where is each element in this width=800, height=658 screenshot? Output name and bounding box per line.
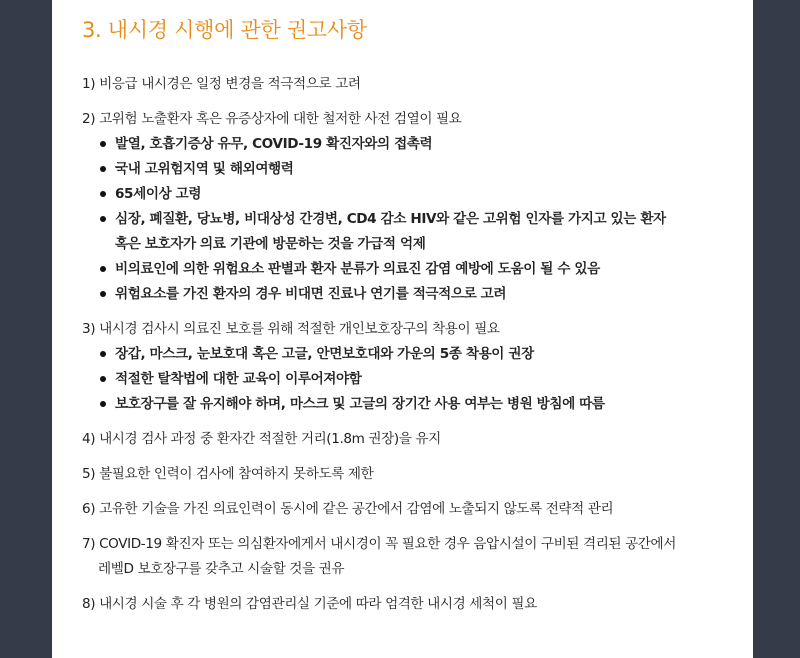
bullet-item: [98, 157, 732, 182]
bullet-item: [98, 182, 732, 207]
recommendation-text: 7) COVID-19 확진자 또는 의심환자에게서 내시경이 꼭 필요한 경우 음압시설이 구비된 격리된 공간에서: [82, 536, 677, 552]
bullet-text: 비의료인에 의한 위험요소 판별과 환자 분류가 의료진 감염 예방에 도움이 될 수 있음: [115, 261, 600, 277]
bullet-list: [82, 132, 732, 307]
bullet-dot-icon: [100, 266, 106, 272]
recommendation-text: 1) 비응급 내시경은 일정 변경을 적극적으로 고려: [82, 76, 361, 92]
section-title: 3. 내시경 시행에 관한 권고사항: [82, 18, 367, 42]
bullet-dot-icon: [100, 141, 106, 147]
bullet-item: [98, 367, 732, 392]
bullet-item: [98, 282, 732, 307]
recommendation-text: 8) 내시경 시술 후 각 병원의 감염관리실 기준에 따라 엄격한 내시경 세척이 필요: [82, 596, 537, 612]
bullet-dot-icon: [100, 191, 106, 197]
recommendation-text: 5) 불필요한 인력이 검사에 참여하지 못하도록 제한: [82, 466, 374, 482]
bullet-item: [98, 132, 732, 157]
document-page: [52, 0, 753, 658]
bullet-text: 심장, 폐질환, 당뇨병, 비대상성 간경변, CD4 감소 HIV와 같은 고위험 인자를 가지고 있는 환자: [115, 211, 666, 227]
bullet-dot-icon: [100, 166, 106, 172]
bullet-item: [98, 257, 732, 282]
recommendation-item: [82, 107, 732, 307]
bullet-list: [82, 342, 732, 417]
bullet-dot-icon: [100, 351, 106, 357]
recommendation-list: [82, 72, 732, 627]
recommendation-item: [82, 317, 732, 417]
bullet-item: [98, 392, 732, 417]
recommendation-text: 6) 고유한 기술을 가진 의료인력이 동시에 같은 공간에서 감염에 노출되지 않도록 전략적 관리: [82, 501, 614, 517]
recommendation-text: 3) 내시경 검사시 의료진 보호를 위해 적절한 개인보호장구의 착용이 필요: [82, 321, 500, 337]
recommendation-item: [82, 72, 732, 97]
bullet-dot-icon: [100, 376, 106, 382]
recommendation-text: 2) 고위험 노출환자 혹은 유증상자에 대한 철저한 사전 검열이 필요: [82, 111, 462, 127]
bullet-text: 발열, 호흡기증상 유무, COVID-19 확진자와의 접촉력: [115, 136, 433, 152]
bullet-text: 65세이상 고령: [115, 186, 202, 202]
bullet-dot-icon: [100, 401, 106, 407]
recommendation-text-continued: 레벨D 보호장구를 갖추고 시술할 것을 권유: [98, 561, 345, 577]
bullet-item: [98, 342, 732, 367]
recommendation-item: [82, 462, 732, 487]
recommendation-item: [82, 592, 732, 617]
bullet-text: 위험요소를 가진 환자의 경우 비대면 진료나 연기를 적극적으로 고려: [115, 286, 507, 302]
recommendation-item: [82, 497, 732, 522]
recommendation-item: [82, 532, 732, 582]
bullet-text: 보호장구를 잘 유지해야 하며, 마스크 및 고글의 장기간 사용 여부는 병원 방침에 따름: [115, 396, 605, 412]
recommendation-text: 4) 내시경 검사 과정 중 환자간 적절한 거리(1.8m 권장)을 유지: [82, 431, 441, 447]
bullet-dot-icon: [100, 291, 106, 297]
bullet-item: [98, 207, 732, 257]
bullet-text: 적절한 탈착법에 대한 교육이 이루어져야함: [115, 371, 362, 387]
bullet-text-continued: 혹은 보호자가 의료 기관에 방문하는 것을 가급적 억제: [115, 236, 426, 252]
bullet-text: 장갑, 마스크, 눈보호대 혹은 고글, 안면보호대와 가운의 5종 착용이 권장: [115, 346, 534, 362]
bullet-text: 국내 고위험지역 및 해외여행력: [115, 161, 294, 177]
recommendation-item: [82, 427, 732, 452]
bullet-dot-icon: [100, 216, 106, 222]
